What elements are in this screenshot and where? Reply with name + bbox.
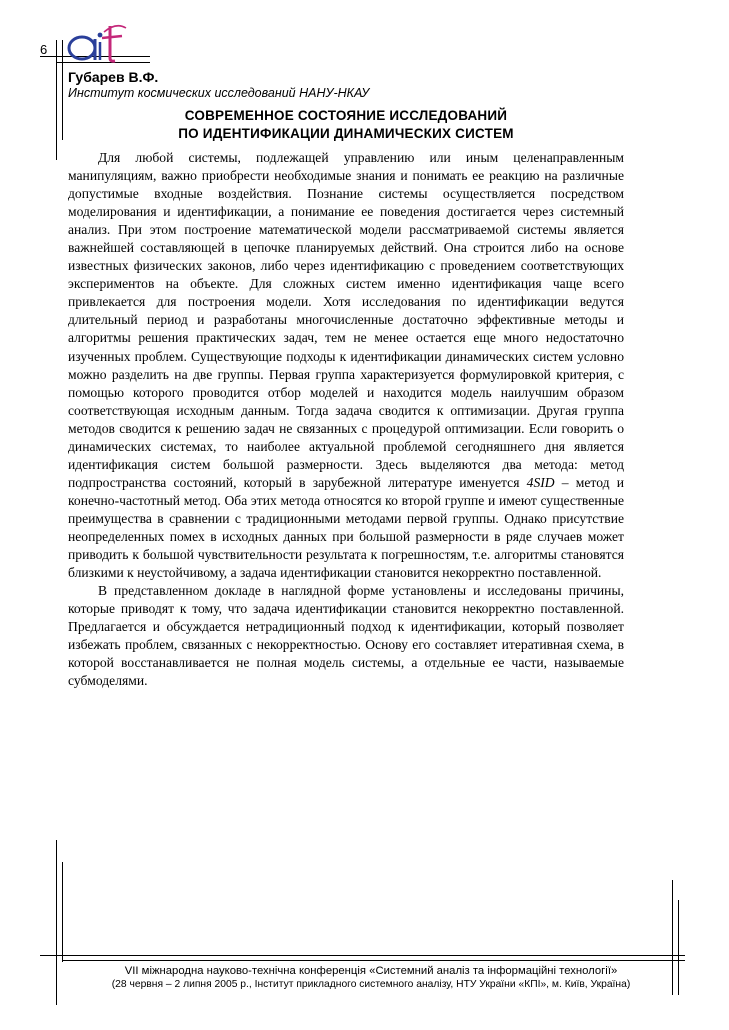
- conference-logo: [64, 20, 130, 66]
- left-margin-rule-bottom-2: [62, 862, 63, 962]
- paragraph-2: В представленном докладе в наглядной форме установлены и исследованы причины, которые приводят к тому, что задача идентификации становится некорректно поставленной. Предлагается и обсуждается нетрадиционный подход к идентификации, который позволяет избежать проблем, связанных с некорректностью. Основу его составляет итеративная схема, в которой восстанавливается не полная модель системы, а отдельные ее части, называемые субмоделями.: [68, 583, 624, 689]
- method-4sid: 4SID: [526, 474, 555, 490]
- paragraph-1-part-b: – метод и конечно-частотный метод. Оба этих метода относятся ко второй группе и имеют существенные преимущества в сравнении с традиционными методами первой группы. Однако присутствие неопределенных помех в исходных данных при большой размерности в ряде случаев может приводить к большой чувствительности результата к погрешностям, т.е. алгоритмы становятся близкими к неустойчивому, а задача идентификации становится некорректно поставленной.: [68, 474, 624, 581]
- paper-title-line-2: ПО ИДЕНТИФИКАЦИИ ДИНАМИЧЕСКИХ СИСТЕМ: [178, 126, 514, 141]
- left-margin-rule-top: [56, 40, 57, 160]
- page-number: 6: [40, 42, 48, 57]
- left-margin-rule-bottom: [56, 840, 57, 1005]
- ait-logo-icon: [64, 20, 130, 66]
- footer-rule-top: [40, 955, 685, 956]
- author-affiliation: Институт космических исследований НАНУ-НКАУ: [68, 86, 370, 100]
- author-name: Губарев В.Ф.: [68, 69, 159, 85]
- paper-title-line-1: СОВРЕМЕННОЕ СОСТОЯНИЕ ИССЛЕДОВАНИЙ: [184, 108, 508, 123]
- paper-body: [68, 149, 624, 690]
- paragraph-1: [68, 149, 624, 582]
- footer-rule-top-2: [62, 960, 685, 961]
- right-margin-rule-bottom: [672, 880, 673, 995]
- footer-conference: VII міжнародна науково-технічна конференція «Системний аналіз та інформаційні технології»: [124, 965, 618, 977]
- paragraph-1-part-a: Для любой системы, подлежащей управлению или иным целенаправленным манипуляциям, важно приобрести необходимые знания и понимать ее реакцию на различные допустимые входные воздействия. Познание системы осуществляется посредством моделирования и идентификации, а понимание ее поведения достигается через системный анализ. При этом построение математической модели рассматриваемой системы является важнейшей составляющей в цепочке планируемых действий. Она строится либо на основе известных физических законов, либо через идентификацию с проведением соответствующих экспериментов на объекте. Для сложных систем именно идентификация чаще всего привлекается для построения модели. Хотя исследования по идентификации ведутся длительный период и разработаны многочисленные достаточно эффективные методы и алгоритмы решения практических задач, тем не менее остается еще много недостаточно изученных проблем. Существующие подходы к идентификации динамических систем условно можно разделить на две группы. Первая группа характеризуется формулировкой критерия, с помощью которого проводится отбор моделей и находится модель наилучшим образом соответствующая исходным данным. Тогда задача сводится к оптимизации. Другая группа методов сводится к решению задач не связанных с процедурой оптимизации. Если говорить о динамических системах, то наиболее актуальной проблемой сегодняшнего дня является идентификация систем большой размерности. Здесь выделяются два метода: метод подпространства состояний, который в зарубежной литературе именуется: [68, 150, 624, 490]
- footer-dates-venue: (28 червня – 2 липня 2005 р., Інститут прикладного системного аналізу, НТУ України «КПІ», м. Київ, Україна): [111, 979, 631, 990]
- left-margin-rule-top-2: [62, 40, 63, 140]
